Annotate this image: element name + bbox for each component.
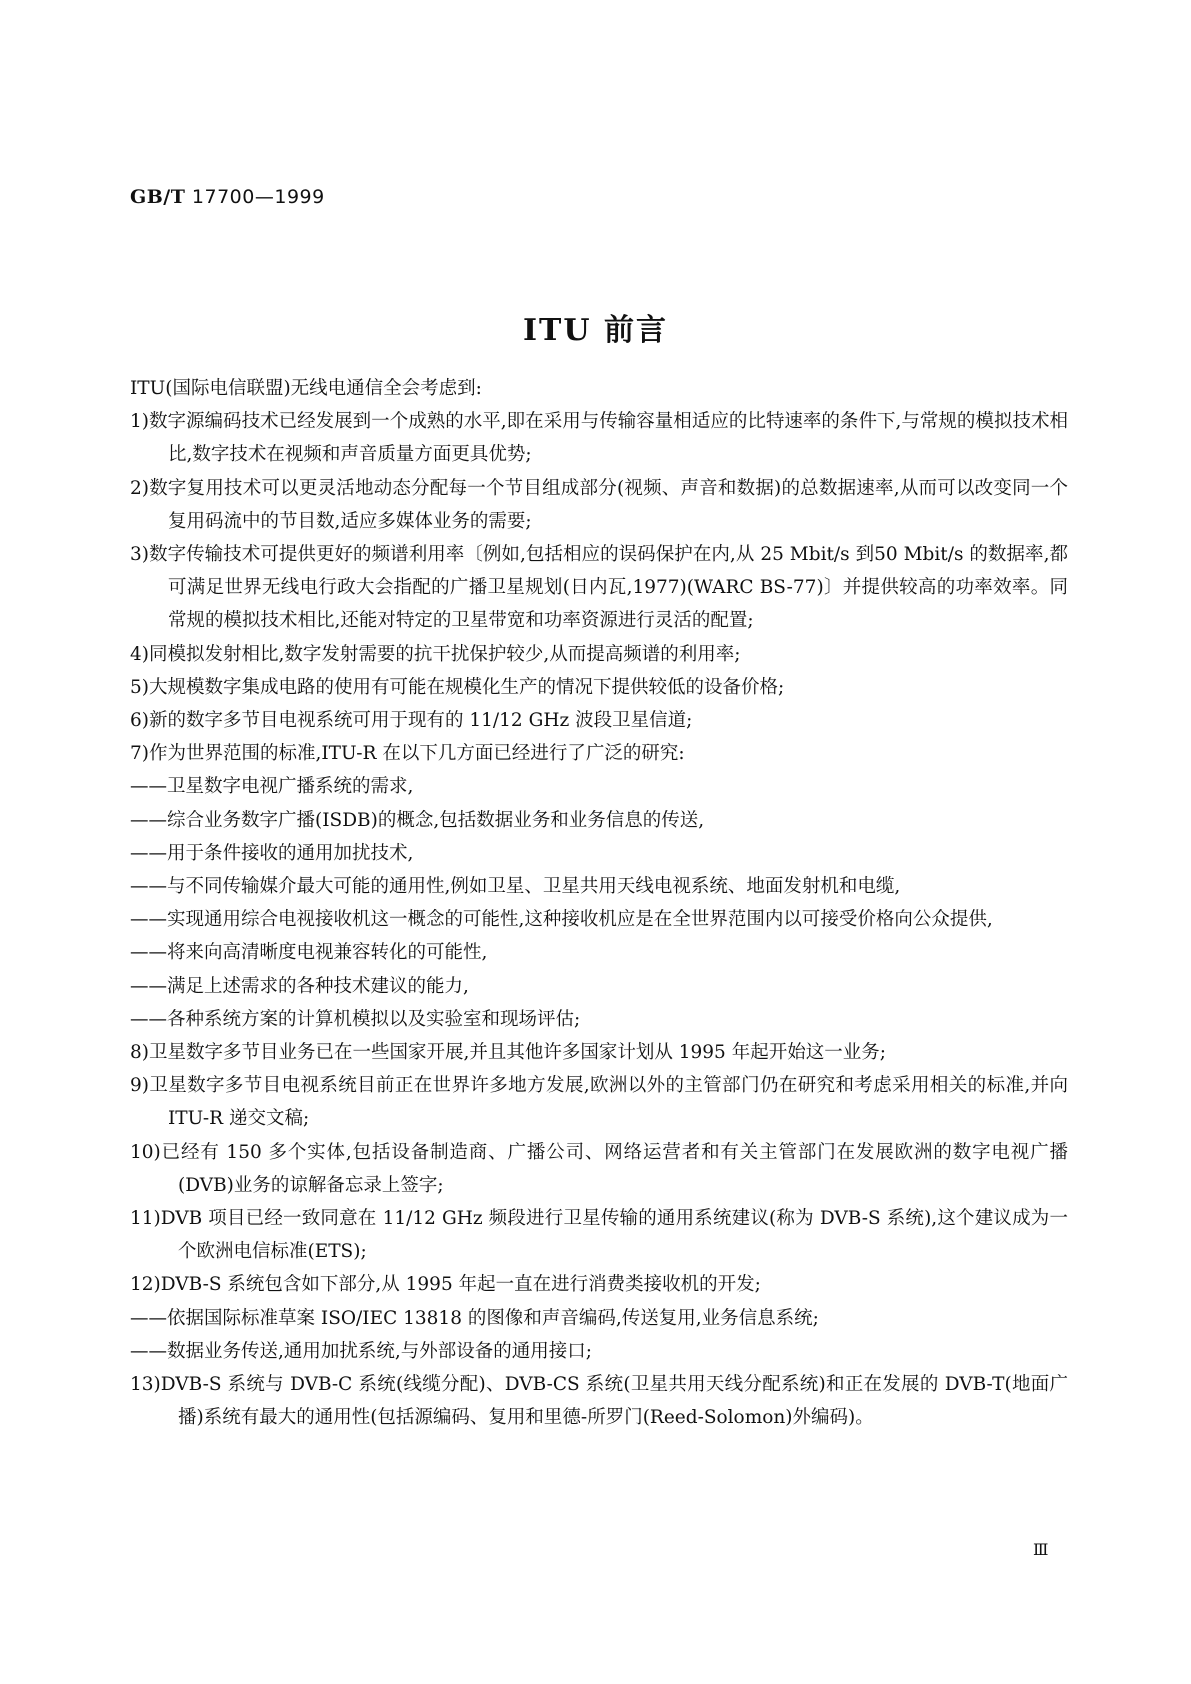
standard-code [130,186,325,208]
dash-item: ——将来向高清晰度电视兼容转化的可能性, [130,942,488,964]
dash-item: ——依据国际标准草案 ISO/IEC 13818 的图像和声音编码,传送复用,业务信息系统; [130,1307,819,1329]
intro-paragraph: ITU(国际电信联盟)无线电通信全会考虑到: [130,378,482,399]
list-item-13: 13)DVB-S 系统与 DVB-C 系统(线缆分配)、DVB-CS 系统(卫星共用天线分配系统)和正在发展的 DVB-T(地面广播)系统有最大的通用性(包括源编码、复用和里德-所罗门(Reed-Solomon)外编码)。 [130,1374,1068,1429]
list-item-7: 7)作为世界范围的标准,ITU-R 在以下几方面已经进行了广泛的研究: [130,743,685,765]
dash-item: ——与不同传输媒介最大可能的通用性,例如卫星、卫星共用天线电视系统、地面发射机和电缆, [130,876,901,898]
list-item-8: 8)卫星数字多节目业务已在一些国家开展,并且其他许多国家计划从 1995 年起开始这一业务; [130,1042,886,1064]
document-body [130,372,1068,1435]
list-item-3: 3)数字传输技术可提供更好的频谱利用率〔例如,包括相应的误码保护在内,从 25 Mbit/s 到50 Mbit/s 的数据率,都可满足世界无线电行政大会指配的广播卫星规划(日内瓦,1977)(WARC BS-77)〕并提供较高的功率效率。同常规的模拟技术相比,还能对特定的卫星带宽和功率资源进行灵活的配置; [130,544,1068,632]
list-item-9: 9)卫星数字多节目电视系统目前正在世界许多地方发展,欧洲以外的主管部门仍在研究和考虑采用相关的标准,并向 ITU-R 递交文稿; [130,1075,1068,1130]
list-item-11: 11)DVB 项目已经一致同意在 11/12 GHz 频段进行卫星传输的通用系统建议(称为 DVB-S 系统),这个建议成为一个欧洲电信标准(ETS); [130,1208,1068,1263]
dash-item: ——数据业务传送,通用加扰系统,与外部设备的通用接口; [130,1340,592,1362]
standard-prefix: GB/T [130,186,186,208]
list-item-1: 1)数字源编码技术已经发展到一个成熟的水平,即在采用与传输容量相适应的比特速率的条件下,与常规的模拟技术相比,数字技术在视频和声音质量方面更具优势; [130,411,1068,466]
dash-item: ——综合业务数字广播(ISDB)的概念,包括数据业务和业务信息的传送, [130,809,705,831]
list-item-2: 2)数字复用技术可以更灵活地动态分配每一个节目组成部分(视频、声音和数据)的总数据速率,从而可以改变同一个复用码流中的节目数,适应多媒体业务的需要; [130,477,1068,532]
dash-item: ——各种系统方案的计算机模拟以及实验室和现场评估; [130,1008,581,1030]
dash-item: ——用于条件接收的通用加扰技术, [130,842,414,864]
list-item-5: 5)大规模数字集成电路的使用有可能在规模化生产的情况下提供较低的设备价格; [130,676,785,698]
list-item-12: 12)DVB-S 系统包含如下部分,从 1995 年起一直在进行消费类接收机的开发; [130,1274,761,1296]
list-item-4: 4)同模拟发射相比,数字发射需要的抗干扰保护较少,从而提高频谱的利用率; [130,643,741,665]
list-item-10: 10)已经有 150 多个实体,包括设备制造商、广播公司、网络运营者和有关主管部门在发展欧洲的数字电视广播(DVB)业务的谅解备忘录上签字; [130,1141,1068,1196]
dash-item: ——实现通用综合电视接收机这一概念的可能性,这种接收机应是在全世界范围内以可接受价格向公众提供, [130,909,993,931]
dash-item: ——满足上述需求的各种技术建议的能力, [130,975,469,997]
page-number: Ⅲ [1033,1540,1049,1559]
page-title: ITU 前言 [523,313,668,348]
dash-item: ——卫星数字电视广播系统的需求, [130,776,414,798]
list-item-6: 6)新的数字多节目电视系统可用于现有的 11/12 GHz 波段卫星信道; [130,710,693,732]
standard-number: 17700—1999 [191,186,325,208]
